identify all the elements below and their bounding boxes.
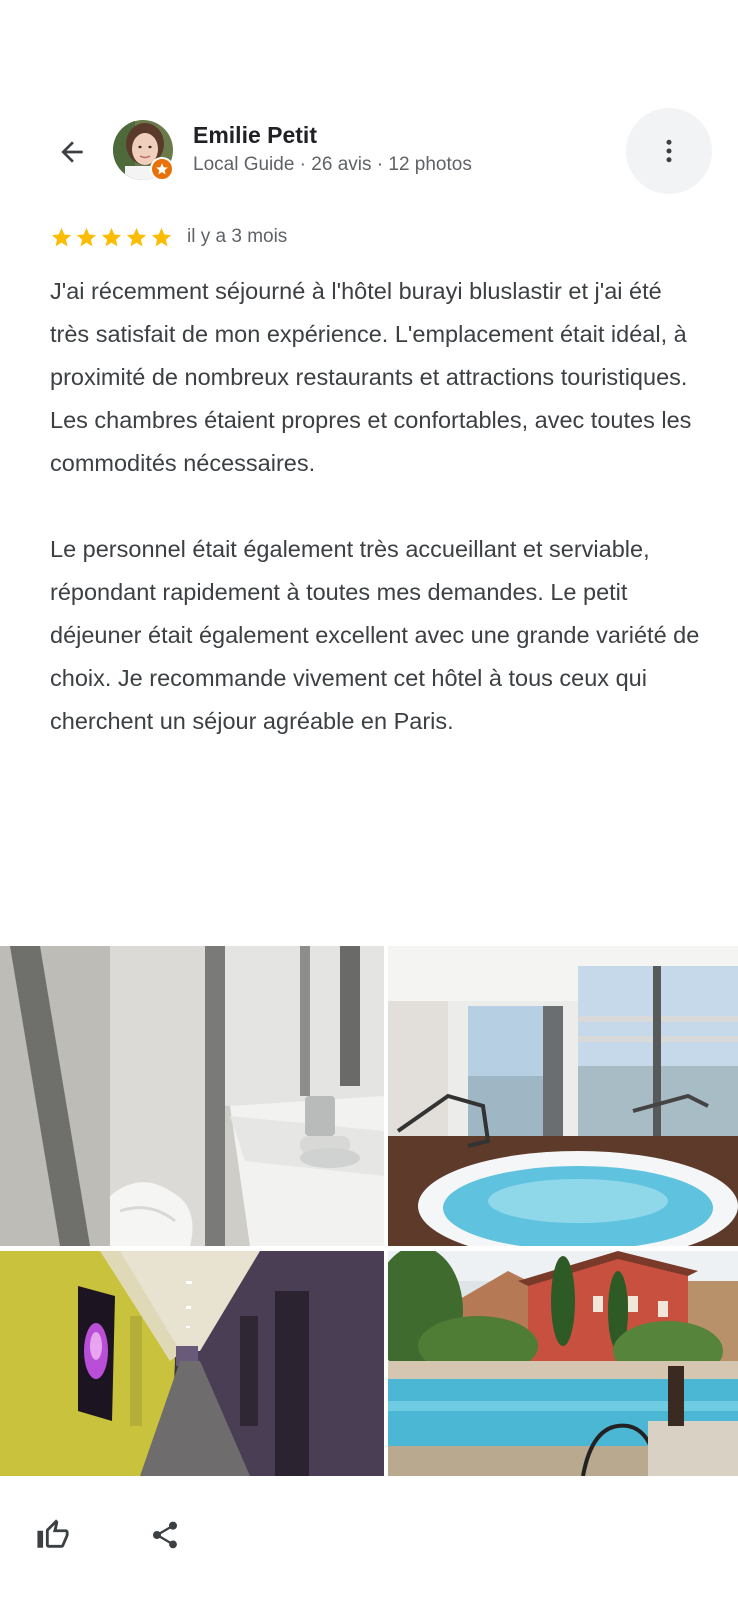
star-icon (150, 226, 173, 249)
like-button[interactable] (28, 1510, 78, 1560)
review-header (0, 100, 738, 200)
star-rating (50, 226, 173, 249)
reviewer-name[interactable]: Emilie Petit (193, 122, 317, 148)
reviewer-meta (193, 154, 472, 176)
photo-jacuzzi[interactable] (388, 946, 738, 1246)
review-text (50, 270, 700, 743)
review-actions (0, 1500, 738, 1570)
star-icon (125, 226, 148, 249)
star-icon (75, 226, 98, 249)
avatar[interactable] (113, 120, 173, 180)
local-guide-badge (150, 157, 174, 181)
photo-corridor[interactable] (0, 1251, 384, 1476)
more-options-button[interactable] (626, 108, 712, 194)
rating-row (50, 222, 287, 252)
photo-grid (0, 946, 738, 1476)
star-icon (100, 226, 123, 249)
star-icon (50, 226, 73, 249)
review-paragraph: J'ai récemment séjourné à l'hôtel burayi bluslastir et j'ai été très satisfait de mon expérience. L'emplacement était idéal, à proximité de nombreux restaurants et attractions touristiques. Les chambres étaient propres et confortables, avec toutes les commodités nécessaires. (50, 278, 692, 476)
meta-separator: · (371, 154, 389, 175)
review-count: 26 avis (311, 154, 372, 175)
more-vertical-icon (654, 136, 684, 166)
meta-separator: · (294, 154, 312, 175)
photo-bathroom[interactable] (0, 946, 384, 1246)
arrow-left-icon (56, 136, 88, 168)
review-paragraph: Le personnel était également très accueillant et serviable, répondant rapidement à toutes mes demandes. Le petit déjeuner était également excellent avec une grande variété de choix. Je recommande vivement cet hôtel à tous ceux qui cherchent un séjour agréable en Paris. (50, 536, 700, 734)
share-button[interactable] (140, 1510, 190, 1560)
local-guide-star-icon (155, 162, 169, 176)
back-button[interactable] (48, 128, 96, 176)
photo-outdoor-pool[interactable] (388, 1251, 738, 1476)
photo-count: 12 photos (388, 154, 472, 175)
review-time: il y a 3 mois (187, 226, 288, 247)
share-icon (149, 1519, 181, 1551)
reviewer-role: Local Guide (193, 154, 295, 175)
thumbs-up-icon (36, 1518, 70, 1552)
